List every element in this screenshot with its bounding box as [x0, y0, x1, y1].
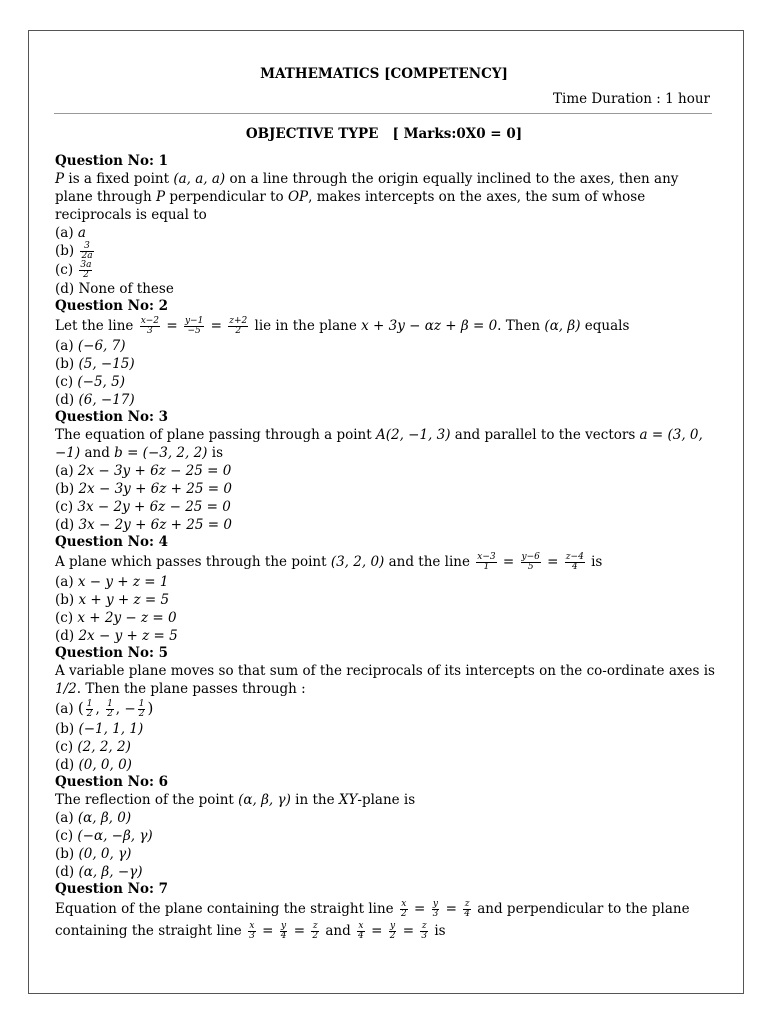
stem-text: A plane which passes through the point — [55, 554, 331, 570]
numerator: z+2 — [229, 316, 248, 326]
math-expr: (a, a, a) — [173, 171, 226, 187]
equals-sign: = — [409, 901, 430, 917]
option-d[interactable] — [55, 863, 715, 881]
option-d[interactable] — [55, 627, 715, 645]
equals-sign: = — [398, 923, 419, 939]
math-expr: a — [77, 225, 86, 241]
fraction — [80, 242, 93, 261]
denominator: 2a — [81, 251, 93, 261]
option-d[interactable] — [55, 391, 715, 409]
stem-text: . Then — [497, 318, 545, 334]
math-expr: x − y + z = 1 — [77, 574, 169, 590]
numerator: y−6 — [521, 552, 540, 562]
math-expr: x + 2y − z = 0 — [77, 610, 177, 626]
math-expr: 2x − 3y + 6z + 25 = 0 — [78, 481, 232, 497]
stem-text: is — [430, 923, 446, 939]
option-d[interactable] — [55, 280, 715, 298]
question-stem — [55, 551, 715, 573]
numerator: z — [312, 921, 318, 931]
option-b[interactable] — [55, 591, 715, 609]
fraction — [184, 317, 204, 336]
math-expr: x + 3y − αz + β = 0 — [361, 318, 498, 334]
option-b[interactable] — [55, 845, 715, 863]
option-label: (d) — [55, 517, 79, 533]
math-expr: (−6, 7) — [77, 338, 126, 354]
fraction — [357, 922, 365, 941]
denominator: 5 — [527, 562, 534, 572]
option-label: (c) — [55, 374, 78, 390]
option-label: (a) — [55, 574, 78, 590]
math-expr: 3x − 2y + 6z + 25 = 0 — [78, 517, 232, 533]
math-expr: b = (−3, 2, 2) — [114, 445, 208, 461]
equals-sign: = — [542, 554, 563, 570]
option-c[interactable] — [55, 498, 715, 516]
math-expr: (α, β) — [544, 318, 581, 334]
fraction — [248, 922, 256, 941]
math-expr: ) — [147, 699, 154, 717]
denominator: 4 — [571, 562, 578, 572]
math-expr: , — [95, 701, 105, 717]
question-number: Question No: 4 — [55, 534, 169, 550]
equals-sign: = — [441, 901, 462, 917]
option-a[interactable] — [55, 224, 715, 242]
stem-text: and parallel to the vectors — [450, 427, 640, 443]
option-label: (b) — [55, 846, 79, 862]
option-c[interactable] — [55, 373, 715, 391]
equals-sign: = — [206, 318, 227, 334]
question-6 — [55, 774, 715, 881]
option-label: (c) — [55, 499, 78, 515]
math-expr: ( — [77, 699, 84, 717]
option-label: (b) — [55, 243, 79, 259]
math-expr: , − — [115, 701, 136, 717]
option-label: (d) None of these — [55, 281, 174, 297]
math-expr: A(2, −1, 3) — [375, 427, 451, 443]
math-expr: P — [55, 171, 65, 187]
fraction — [420, 922, 428, 941]
denominator: 4 — [358, 931, 364, 941]
question-stem — [55, 791, 715, 809]
equals-sign: = — [289, 923, 310, 939]
stem-text: The reflection of the point — [55, 792, 239, 808]
question-4 — [55, 534, 715, 645]
fraction — [138, 700, 146, 719]
stem-text: in the — [290, 792, 339, 808]
math-expr: P — [156, 189, 166, 205]
denominator: 2 — [312, 931, 319, 941]
option-label: (c) — [55, 610, 78, 626]
stem-text: and the line — [384, 554, 475, 570]
math-expr: x + y + z = 5 — [78, 592, 170, 608]
option-label: (b) — [55, 356, 79, 372]
option-label: (d) — [55, 628, 79, 644]
denominator: 2 — [400, 909, 407, 919]
question-number: Question No: 6 — [55, 774, 169, 790]
math-expr: (0, 0, 0) — [78, 757, 132, 773]
numerator: x−3 — [477, 552, 496, 562]
equals-sign: = — [257, 923, 278, 939]
denominator: 2 — [138, 709, 145, 719]
question-stem — [55, 170, 715, 224]
denominator: 4 — [280, 931, 287, 941]
stem-text: is — [207, 445, 224, 461]
numerator: z — [421, 921, 427, 931]
denominator: 2 — [83, 270, 89, 280]
denominator: 3 — [421, 931, 428, 941]
option-b[interactable] — [55, 720, 715, 738]
option-d[interactable] — [55, 516, 715, 534]
stem-text: The equation of plane passing through a point — [55, 427, 376, 443]
math-expr: (−1, 1, 1) — [78, 721, 144, 737]
fraction — [311, 922, 319, 941]
option-b[interactable] — [55, 242, 715, 261]
option-a[interactable] — [55, 462, 715, 480]
fraction — [86, 700, 94, 719]
option-label: (a) — [55, 701, 78, 717]
question-number: Question No: 3 — [55, 409, 169, 425]
option-label: (a) — [55, 463, 78, 479]
question-stem — [55, 662, 715, 698]
denominator: 4 — [464, 909, 470, 919]
fraction — [106, 700, 114, 719]
stem-text: lie in the plane — [250, 318, 362, 334]
question-stem — [55, 315, 715, 337]
numerator: y — [390, 921, 396, 931]
question-5 — [55, 645, 715, 774]
stem-text: and perpendicular to the plane containing the straight line — [55, 901, 690, 939]
math-expr: XY — [338, 792, 358, 808]
option-a[interactable] — [55, 809, 715, 827]
math-expr: a = (3, 0, −1) — [55, 427, 703, 461]
math-expr: (6, −17) — [78, 392, 135, 408]
option-a[interactable] — [55, 573, 715, 591]
fraction — [389, 922, 397, 941]
numerator: 1 — [107, 699, 113, 709]
option-a[interactable] — [55, 337, 715, 355]
numerator: x−2 — [140, 316, 160, 326]
equals-sign: = — [498, 554, 519, 570]
math-expr: (α, β, 0) — [77, 810, 132, 826]
math-expr: 1/2 — [55, 681, 77, 697]
option-c[interactable] — [55, 261, 715, 280]
question-7 — [55, 881, 715, 942]
numerator: z−4 — [565, 552, 584, 562]
stem-text: equals — [580, 318, 630, 334]
math-expr: (−5, 5) — [77, 374, 125, 390]
stem-text: is — [586, 554, 603, 570]
numerator: x — [401, 899, 407, 909]
option-label: (c) — [55, 739, 78, 755]
option-label: (d) — [55, 864, 79, 880]
denominator: 3 — [146, 326, 153, 336]
fraction — [79, 261, 92, 280]
option-label: (d) — [55, 392, 79, 408]
math-expr: (3, 2, 0) — [330, 554, 385, 570]
stem-text: -plane is — [357, 792, 416, 808]
section-heading: OBJECTIVE TYPE [ Marks:0X0 = 0] — [245, 126, 523, 142]
stem-text: on a line through the origin equally inclined to the axes, then any plane through — [55, 171, 679, 205]
option-b[interactable] — [55, 355, 715, 373]
math-expr: (5, −15) — [78, 356, 135, 372]
option-c[interactable] — [55, 609, 715, 627]
question-number: Question No: 7 — [55, 881, 169, 897]
question-number: Question No: 2 — [55, 298, 169, 314]
option-label: (c) — [55, 828, 78, 844]
option-label: (a) — [55, 338, 78, 354]
numerator: z — [464, 899, 470, 909]
question-number: Question No: 5 — [55, 645, 169, 661]
option-label: (d) — [55, 757, 79, 773]
stem-text: . Then the plane passes through : — [76, 681, 306, 697]
option-label: (b) — [55, 481, 79, 497]
question-2 — [55, 298, 715, 409]
stem-text: A variable plane moves so that sum of the reciprocals of its intercepts on the co-ordinate axes is — [55, 663, 715, 679]
fraction — [140, 317, 160, 336]
math-expr: OP — [287, 189, 309, 205]
stem-text: Let the line — [55, 318, 138, 334]
denominator: 3 — [432, 909, 439, 919]
math-expr: 2x − y + z = 5 — [78, 628, 178, 644]
fraction — [400, 900, 408, 919]
numerator: 3 — [80, 242, 93, 252]
numerator: x — [358, 921, 364, 931]
question-3 — [55, 409, 715, 534]
fraction — [476, 553, 496, 572]
math-expr: (2, 2, 2) — [77, 739, 131, 755]
option-label: (b) — [55, 721, 79, 737]
denominator: 2 — [235, 326, 242, 336]
fraction — [228, 317, 248, 336]
fraction — [280, 922, 288, 941]
question-stem — [55, 426, 715, 462]
fraction — [565, 553, 585, 572]
equals-sign: = — [162, 318, 182, 334]
equals-sign: = — [366, 923, 387, 939]
questions-list — [55, 153, 715, 942]
numerator: y−1 — [184, 316, 204, 326]
question-stem — [55, 898, 715, 942]
option-label: (c) — [55, 262, 78, 278]
option-label: (b) — [55, 592, 79, 608]
numerator: 1 — [138, 699, 145, 709]
fraction — [463, 900, 471, 919]
math-expr: (0, 0, γ) — [78, 846, 132, 862]
option-b[interactable] — [55, 480, 715, 498]
option-c[interactable] — [55, 827, 715, 845]
time-duration: Time Duration : 1 hour — [553, 91, 710, 107]
stem-text: Equation of the plane containing the straight line — [55, 901, 398, 917]
math-expr: 3x − 2y + 6z − 25 = 0 — [77, 499, 231, 515]
header-divider — [54, 113, 712, 114]
stem-text: perpendicular to — [165, 189, 288, 205]
numerator: 3a — [80, 260, 92, 270]
paper-title: MATHEMATICS [COMPETENCY] — [260, 66, 508, 82]
option-d[interactable] — [55, 756, 715, 774]
question-number: Question No: 1 — [55, 153, 169, 169]
option-a[interactable] — [55, 698, 715, 720]
stem-text: and — [80, 445, 115, 461]
math-expr: (α, β, −γ) — [78, 864, 143, 880]
numerator: y — [432, 899, 438, 909]
fraction — [521, 553, 541, 572]
question-1 — [55, 153, 715, 298]
denominator: 2 — [389, 931, 396, 941]
stem-text: and — [321, 923, 356, 939]
numerator: x — [249, 921, 255, 931]
math-expr: (−α, −β, γ) — [77, 828, 153, 844]
denominator: 1 — [483, 562, 490, 572]
denominator: 3 — [249, 931, 255, 941]
stem-text: is a fixed point — [64, 171, 174, 187]
fraction — [432, 900, 440, 919]
denominator: −5 — [187, 326, 201, 336]
numerator: y — [281, 921, 287, 931]
numerator: 1 — [86, 699, 93, 709]
math-expr: 2x − 3y + 6z − 25 = 0 — [77, 463, 232, 479]
math-expr: (α, β, γ) — [238, 792, 291, 808]
denominator: 2 — [86, 709, 93, 719]
stem-text: , makes intercepts on the axes, the sum of whose reciprocals is equal to — [55, 189, 646, 223]
option-label: (a) — [55, 225, 78, 241]
option-label: (a) — [55, 810, 78, 826]
option-c[interactable] — [55, 738, 715, 756]
denominator: 2 — [107, 709, 113, 719]
